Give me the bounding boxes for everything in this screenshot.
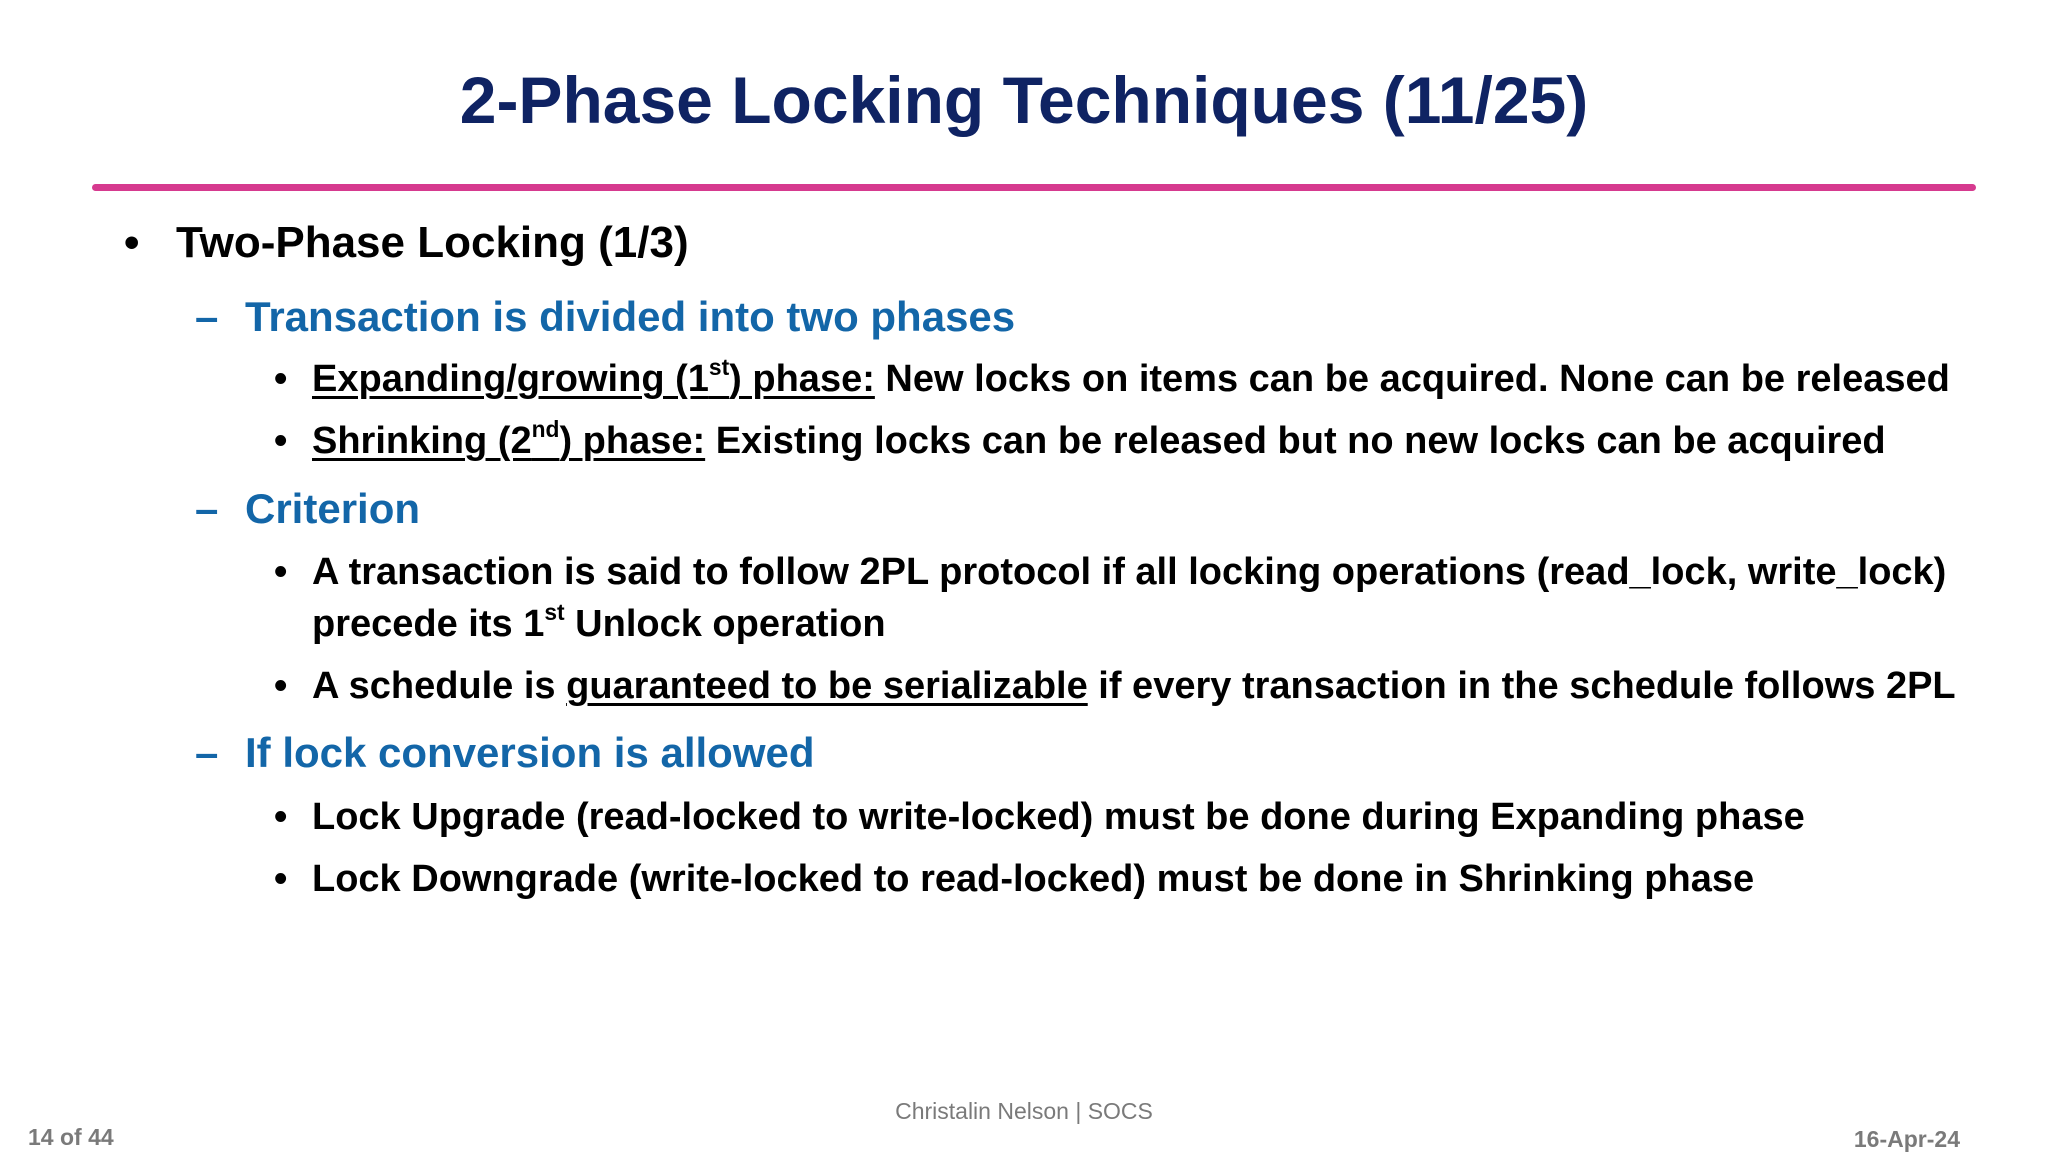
item-text-line1: A transaction is said to follow 2PL protocol if all locking operations (read_lock, write_lock) [312,551,1947,593]
list-item-lock-downgrade [274,858,1755,901]
list-item-lock-upgrade [274,796,1805,839]
list-item-expanding-phase [274,354,1950,401]
bullet-marker: • [274,796,288,838]
bullet-heading [124,218,689,268]
subheading-text: If lock conversion is allowed [245,729,815,776]
dash-marker: – [195,729,219,776]
item-text: A schedule is [312,665,567,707]
footer-author: Christalin Nelson | SOCS [895,1098,1153,1124]
item-text: New locks on items can be acquired. None can be released [874,358,1950,400]
subheading-phases [195,293,1016,341]
item-text: if every transaction in the schedule follows 2PL [1087,665,1956,707]
term-serializable: guaranteed to be serializable [566,665,1088,707]
subheading-criterion [195,485,421,533]
term-expanding-phase: Expanding/growing (1st) phase: [312,354,875,400]
item-text: Existing locks can be released but no new locks can be acquired [705,420,1886,462]
item-text-line2: precede its 1st Unlock operation [312,599,886,645]
term-shrinking-phase: Shrinking (2nd) phase: [312,416,706,462]
slide-date: 16-Apr-24 [1853,1126,1960,1152]
subheading-text: Criterion [245,485,421,532]
list-item-shrinking-phase [274,416,1886,463]
heading-text: Two-Phase Locking (1/3) [176,218,689,267]
bullet-marker: • [274,665,288,707]
bullet-marker: • [274,858,288,900]
bullet-marker: • [274,551,288,593]
item-text: Lock Downgrade (write-locked to read-locked) must be done in Shrinking phase [312,858,1755,900]
list-item-serializable [274,665,1956,708]
slide-title: 2-Phase Locking Techniques (11/25) [459,63,1589,137]
subheading-lock-conversion [195,729,815,777]
bullet-marker: • [274,358,288,400]
item-text: Lock Upgrade (read-locked to write-locked) must be done during Expanding phase [312,796,1805,838]
subheading-text: Transaction is divided into two phases [245,293,1016,340]
list-item-2pl-definition [274,551,1947,594]
list-item-2pl-definition-cont [312,599,886,646]
slide-number: 14 of 44 [28,1124,114,1150]
bullet-marker: • [124,218,140,267]
bullet-marker: • [274,420,288,462]
dash-marker: – [195,293,219,340]
title-divider [92,184,1976,191]
dash-marker: – [195,485,219,532]
